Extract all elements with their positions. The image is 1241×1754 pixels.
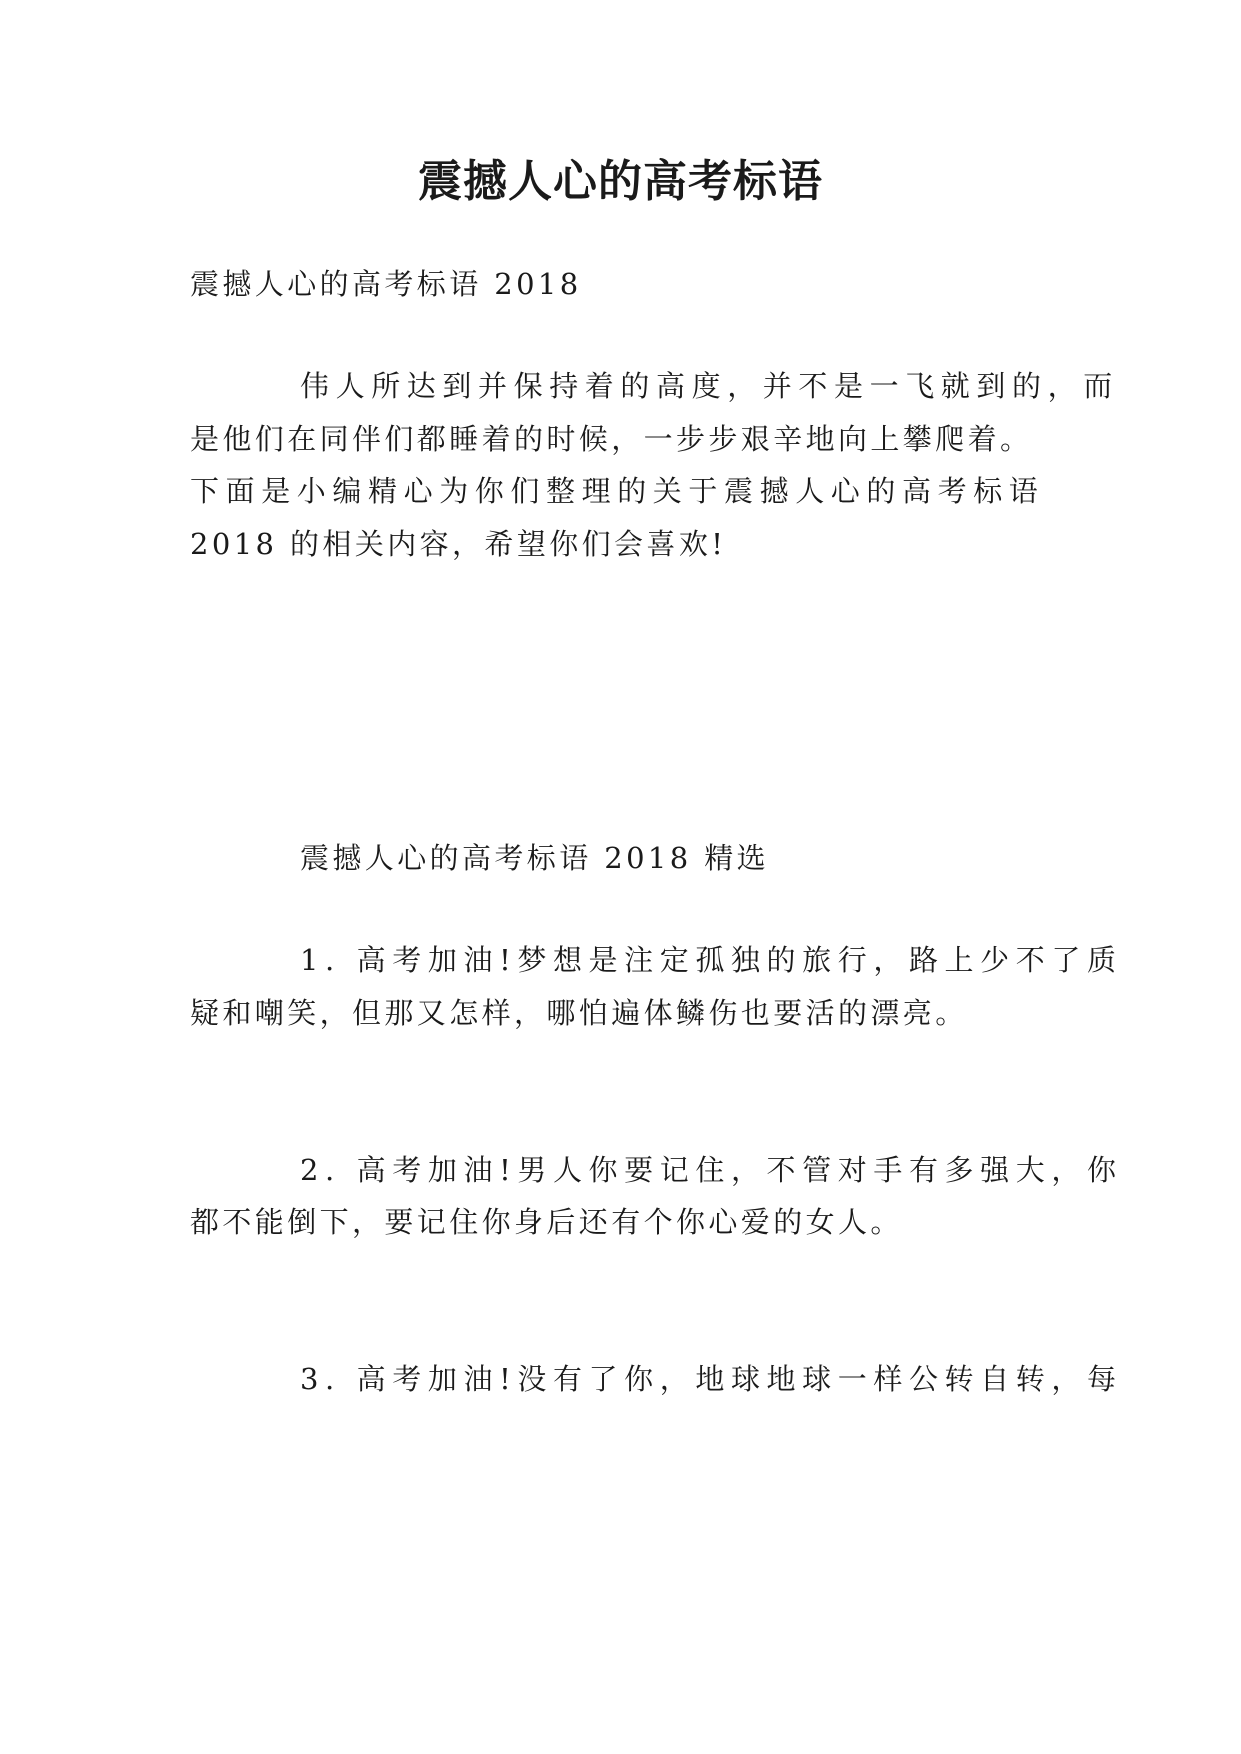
document-title: 震撼人心的高考标语 (418, 156, 823, 207)
list-item-line: 1. 高考加油!梦想是注定孤独的旅行，路上少不了质 (300, 943, 1123, 977)
intro-line: 2018 的相关内容，希望你们会喜欢! (190, 527, 727, 561)
intro-line: 伟人所达到并保持着的高度，并不是一飞就到的，而 (300, 369, 1119, 403)
intro-line: 下面是小编精心为你们整理的关于震撼人心的高考标语 (190, 474, 1045, 508)
list-item-line: 2. 高考加油!男人你要记住，不管对手有多强大，你 (300, 1153, 1123, 1187)
list-item-line: 3. 高考加油!没有了你，地球地球一样公转自转，每 (300, 1362, 1123, 1396)
list-item-line: 疑和嘲笑，但那又怎样，哪怕遍体鳞伤也要活的漂亮。 (190, 996, 968, 1030)
document-subtitle: 震撼人心的高考标语 2018 (190, 267, 582, 301)
intro-line: 是他们在同伴们都睡着的时候，一步步艰辛地向上攀爬着。 (190, 422, 1033, 456)
list-item-line: 都不能倒下，要记住你身后还有个你心爱的女人。 (190, 1205, 903, 1239)
section-heading: 震撼人心的高考标语 2018 精选 (300, 841, 770, 875)
